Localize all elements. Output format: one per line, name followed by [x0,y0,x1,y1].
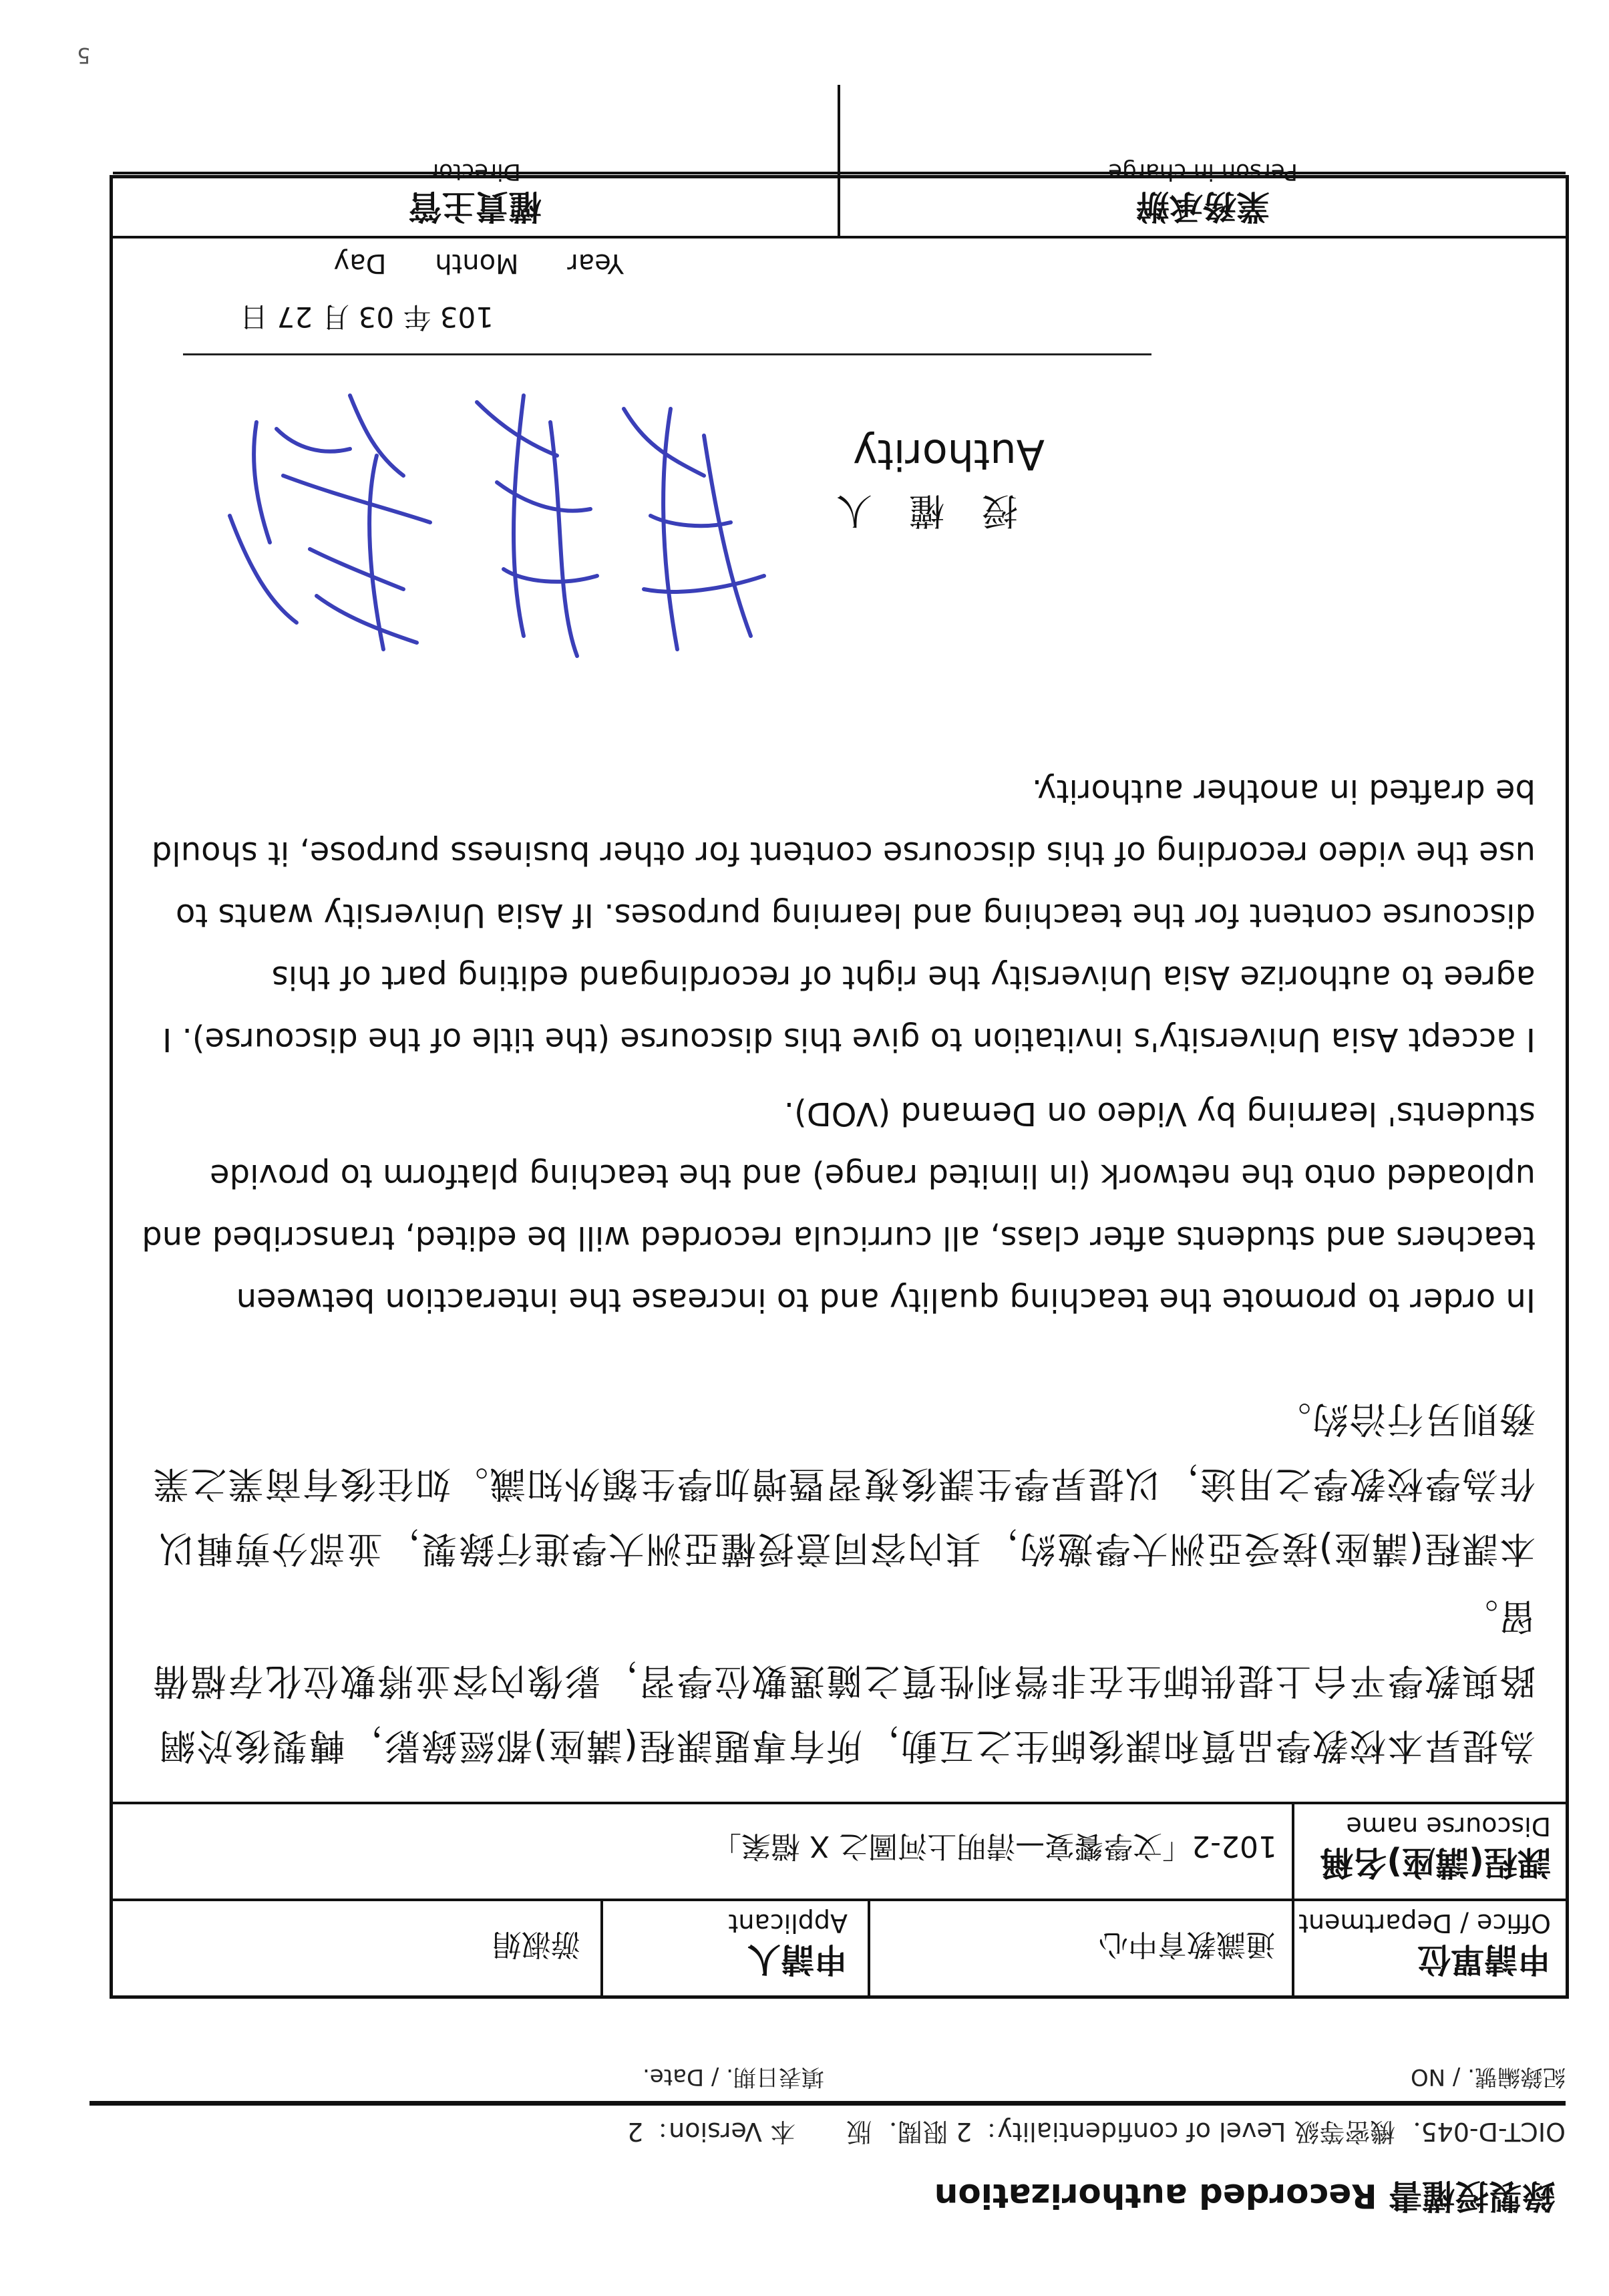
date-units: Year Month Day [333,248,624,279]
page-number: 5 [77,43,91,68]
signoff-person-cell [838,85,1566,238]
discourse-label-en: Discourse name [1346,1812,1551,1841]
person-label-zh: 業務承辦 [1136,187,1270,226]
director-header [113,158,838,238]
body-en-paragraph-2: I accept Asia University's invitation to give this discourse (the title of the discourse). I agree to authorize Asia University the right of recordingand editing part of this discourse content for the teaching and learning purposes. If Asia University wants to use the video recording of this discourse content for other business purpose, it should be drafted in another authority. [151,772,1536,1058]
applicant-label-en: Applicant [728,1909,848,1938]
director-label-en: Director [429,158,521,185]
director-label-zh: 權責主管 [408,187,542,226]
applicant-value: 游淑娟 [492,1927,580,1961]
record-number-label: 紀錄編號. / NO [1410,2064,1566,2090]
header-divider [90,2101,1566,2106]
meta-line [643,2063,1566,2096]
signoff-director-cell [113,85,838,238]
authority-date: 103 年 03 月 27 日 [240,301,494,333]
authorization-form [110,158,1569,1999]
office-label-cell [1292,1901,1566,1995]
signature-line [183,353,1151,355]
body-zh-paragraph-2: 本課程(講座)接受亞洲大學邀約，其內容同意授權亞洲大學進行錄製，並部分剪輯以作為學校教學之用途，以提昇學生課後複習暨增加學生額外知識。如往後有商業之業務則另行洽約。 [152,1398,1536,1570]
document-title: 錄製授權書 Recorded authorization [934,2176,1556,2215]
document-code-line: OICT-D-045．機密等級 Level of confidentiality：2 限閱．版 本 Version：2 [627,2117,1566,2146]
body-zh-paragraph-1: 為提昇本校教學品質和課後師生之互動，所有專題課程(講座)都經錄影，轉製後於網路與教學平台上提供師生在非營利性質之隨選數位學習，影像內容並將數位化存檔備留。 [152,1595,1536,1767]
body-en-paragraph-1: In order to promote the teaching quality and to increase the interaction between teachers and students after class, all curricula recorded will be edited, transcribed and uploaded onto the network (in limited range) and the teaching platform to provide students' learning by Video on Demand (VOD). [142,1095,1536,1319]
office-value: 通識教育中心 [1099,1927,1275,1961]
office-value-cell [868,1901,1292,1995]
authority-label-en: Authority [853,430,1045,479]
person-label-en: Person in charge [1108,158,1298,185]
applicant-label-cell [600,1901,868,1995]
applicant-value-cell [113,1901,600,1995]
discourse-label-zh: 課程(講座)名稱 [1320,1843,1551,1882]
office-label-en: Office / Department [1298,1909,1551,1938]
office-label-zh: 申請單位 [1417,1940,1551,1979]
person-header [840,158,1566,238]
office-applicant-row [113,1899,1566,1995]
applicant-label-zh: 申請人 [747,1940,848,1979]
authority-label-zh: 授權人 [799,490,1018,532]
discourse-row [113,1802,1566,1899]
discourse-label-cell [1292,1804,1566,1899]
fill-date-label: 填表日期. / Date. [643,2064,824,2090]
handwritten-signature [203,382,777,676]
discourse-value: 102-2「文學饗宴—清明上河圖之 X 檔案」 [712,1829,1277,1863]
discourse-value-cell [113,1804,1292,1899]
